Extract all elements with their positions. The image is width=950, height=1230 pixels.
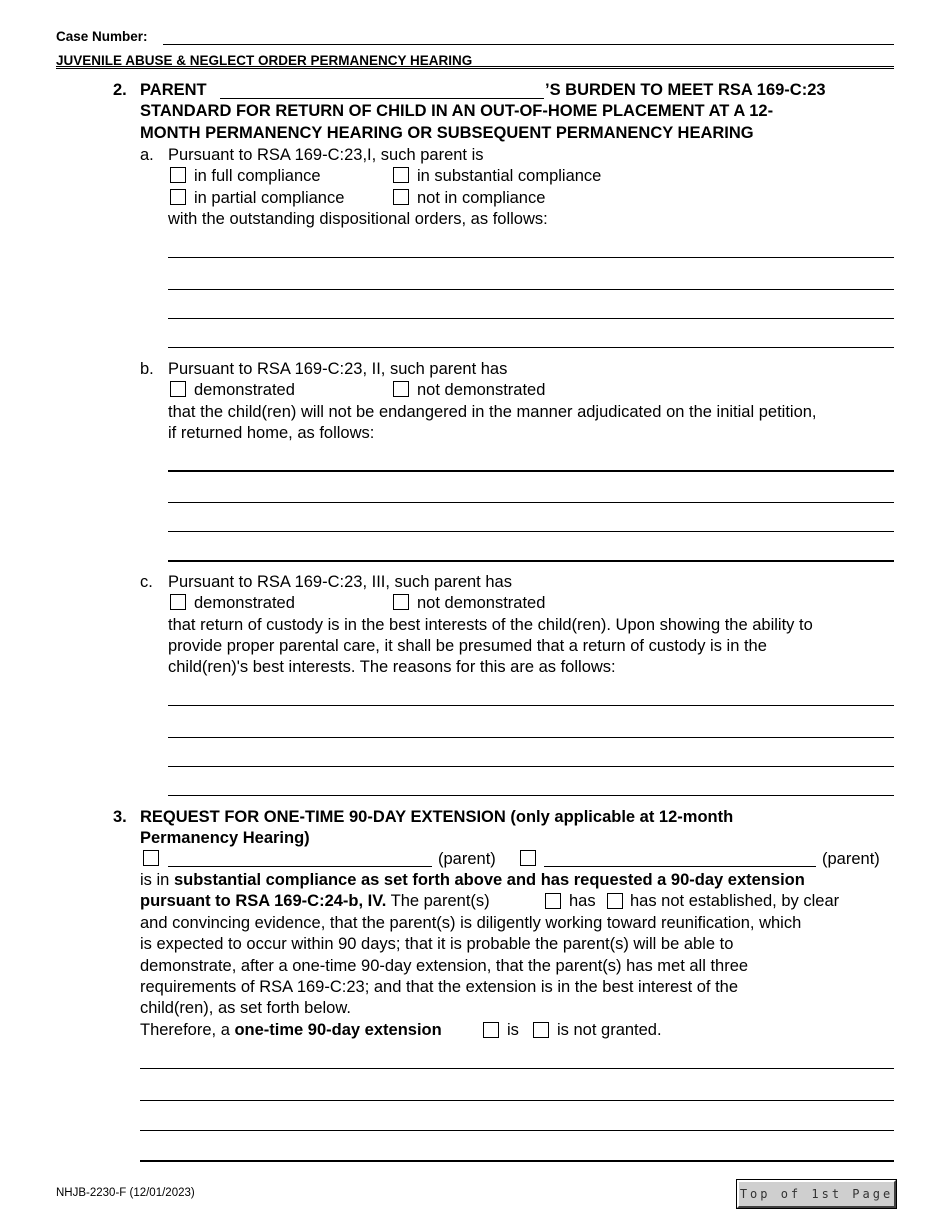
parent-2-checkbox[interactable]	[520, 850, 536, 866]
section-3-answer-line[interactable]	[140, 1068, 894, 1069]
item-b-follow2: if returned home, as follows:	[168, 424, 375, 442]
has-not-established-checkbox[interactable]	[607, 893, 623, 909]
parent-name-field[interactable]	[220, 98, 544, 99]
item-b-answer-line[interactable]	[168, 502, 894, 503]
c-not-demonstrated-checkbox[interactable]	[393, 594, 409, 610]
item-b-follow1: that the child(ren) will not be endangered in the manner adjudicated on the initial petition,	[168, 403, 817, 421]
item-c-answer-line[interactable]	[168, 705, 894, 706]
c-demonstrated-label: demonstrated	[194, 594, 295, 612]
item-c-answer-line[interactable]	[168, 766, 894, 767]
has-not-label: has not established, by clear	[630, 892, 840, 910]
item-c-follow1: that return of custody is in the best interests of the child(ren). Upon showing the ability to	[168, 616, 813, 634]
parent-1-checkbox[interactable]	[143, 850, 159, 866]
item-b-letter: b.	[140, 360, 154, 378]
section-3-line1: is in substantial compliance as set forth above and has requested a 90-day extension	[140, 871, 805, 889]
section-3-title2: Permanency Hearing)	[140, 829, 310, 847]
item-a-follow: with the outstanding dispositional orders, as follows:	[168, 210, 548, 228]
item-c-intro: Pursuant to RSA 169-C:23, III, such parent has	[168, 573, 512, 591]
section-3-line2: pursuant to RSA 169-C:24-b, IV. The parent(s)	[140, 892, 490, 910]
case-number-field[interactable]	[163, 44, 894, 45]
b-not-demonstrated-checkbox[interactable]	[393, 381, 409, 397]
header-divider	[56, 66, 894, 67]
has-label: has	[569, 892, 596, 910]
item-c-answer-line[interactable]	[168, 795, 894, 796]
not-in-compliance-label: not in compliance	[417, 189, 546, 207]
section-2-title-suffix: ’S BURDEN TO MEET RSA 169-C:23	[545, 81, 826, 99]
item-c-follow2: provide proper parental care, it shall be presumed that a return of custody is in the	[168, 637, 767, 655]
item-b-answer-line[interactable]	[168, 470, 894, 472]
substantial-compliance-label: in substantial compliance	[417, 167, 602, 185]
item-a-answer-line[interactable]	[168, 347, 894, 348]
item-c-answer-line[interactable]	[168, 737, 894, 738]
header-divider	[56, 68, 894, 69]
section-3-answer-line[interactable]	[140, 1160, 894, 1162]
form-code: NHJB-2230-F (12/01/2023)	[56, 1187, 195, 1199]
substantial-compliance-checkbox[interactable]	[393, 167, 409, 183]
section-3-line7: requirements of RSA 169-C:23; and that the extension is in the best interest of the	[140, 978, 739, 996]
not-in-compliance-checkbox[interactable]	[393, 189, 409, 205]
c-not-demonstrated-label: not demonstrated	[417, 594, 546, 612]
top-of-first-page-button[interactable]: Top of 1st Page	[737, 1180, 896, 1208]
item-b-answer-line[interactable]	[168, 560, 894, 562]
partial-compliance-checkbox[interactable]	[170, 189, 186, 205]
parent-2-name-field[interactable]	[544, 866, 816, 867]
item-b-answer-line[interactable]	[168, 531, 894, 532]
section-3-line8: child(ren), as set forth below.	[140, 999, 351, 1017]
full-compliance-checkbox[interactable]	[170, 167, 186, 183]
b-not-demonstrated-label: not demonstrated	[417, 381, 546, 399]
section-3-line4: and convincing evidence, that the parent(s) is diligently working toward reunification, which	[140, 914, 802, 932]
section-3-line5: is expected to occur within 90 days; that it is probable the parent(s) will be able to	[140, 935, 734, 953]
c-demonstrated-checkbox[interactable]	[170, 594, 186, 610]
is-not-granted-label: is not granted.	[557, 1021, 662, 1039]
item-a-letter: a.	[140, 146, 154, 164]
has-established-checkbox[interactable]	[545, 893, 561, 909]
section-2-title-prefix: PARENT	[140, 81, 207, 99]
section-2-title-line3: MONTH PERMANENCY HEARING OR SUBSEQUENT PERMANENCY HEARING	[140, 124, 754, 142]
extension-granted-checkbox[interactable]	[483, 1022, 499, 1038]
b-demonstrated-checkbox[interactable]	[170, 381, 186, 397]
partial-compliance-label: in partial compliance	[194, 189, 345, 207]
section-3-title1: REQUEST FOR ONE-TIME 90-DAY EXTENSION (only applicable at 12-month	[140, 808, 734, 826]
extension-not-granted-checkbox[interactable]	[533, 1022, 549, 1038]
item-b-intro: Pursuant to RSA 169-C:23, II, such parent has	[168, 360, 508, 378]
is-label: is	[507, 1021, 519, 1039]
section-3-answer-line[interactable]	[140, 1100, 894, 1101]
parent-2-label: (parent)	[822, 850, 880, 868]
item-a-answer-line[interactable]	[168, 318, 894, 319]
section-3-answer-line[interactable]	[140, 1130, 894, 1131]
item-a-answer-line[interactable]	[168, 289, 894, 290]
full-compliance-label: in full compliance	[194, 167, 321, 185]
therefore-text: Therefore, a one-time 90-day extension	[140, 1021, 442, 1039]
parent-1-label: (parent)	[438, 850, 496, 868]
item-a-intro: Pursuant to RSA 169-C:23,I, such parent is	[168, 146, 484, 164]
section-2-number: 2.	[113, 81, 127, 99]
section-3-line6: demonstrate, after a one-time 90-day extension, that the parent(s) has met all three	[140, 957, 749, 975]
item-c-letter: c.	[140, 573, 153, 591]
parent-1-name-field[interactable]	[168, 866, 432, 867]
form-title: JUVENILE ABUSE & NEGLECT ORDER PERMANENCY HEARING	[56, 53, 473, 68]
case-number-label: Case Number:	[56, 29, 148, 44]
section-2-title-line2: STANDARD FOR RETURN OF CHILD IN AN OUT-OF-HOME PLACEMENT AT A 12-	[140, 102, 774, 120]
item-a-answer-line[interactable]	[168, 257, 894, 258]
item-c-follow3: child(ren)'s best interests. The reasons for this are as follows:	[168, 658, 616, 676]
b-demonstrated-label: demonstrated	[194, 381, 295, 399]
section-3-number: 3.	[113, 808, 127, 826]
